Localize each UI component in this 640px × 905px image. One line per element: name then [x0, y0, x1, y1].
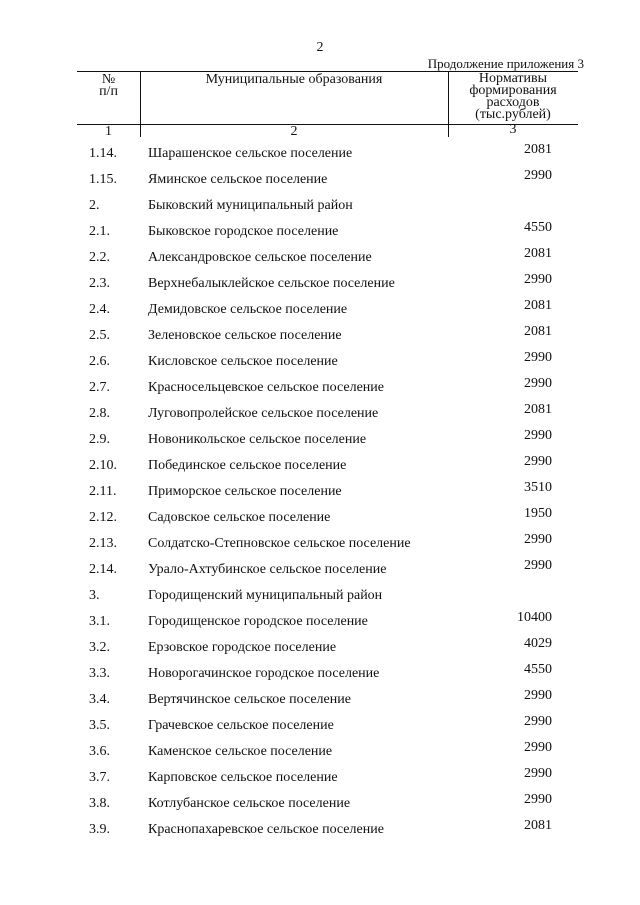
row-value: 2081 — [524, 324, 552, 339]
row-number: 3.6. — [89, 744, 110, 759]
row-number: 2.6. — [89, 354, 110, 369]
table-row — [0, 688, 640, 712]
row-name: Быковский муниципальный район — [148, 198, 353, 213]
row-number: 1.15. — [89, 172, 117, 187]
table-row — [0, 714, 640, 738]
row-name: Садовское сельское поселение — [148, 510, 331, 525]
row-number: 2.13. — [89, 536, 117, 551]
row-value: 2081 — [524, 818, 552, 833]
row-name: Городищенское городское поселение — [148, 614, 368, 629]
row-name: Побединское сельское поселение — [148, 458, 347, 473]
table-row — [0, 142, 640, 166]
row-value: 2081 — [524, 142, 552, 157]
row-name: Луговопролейское сельское поселение — [148, 406, 379, 421]
row-name: Демидовское сельское поселение — [148, 302, 348, 317]
table-row — [0, 350, 640, 374]
header-col-norm-line-3: расходов — [486, 95, 540, 110]
header-col-norm-line-2: формирования — [469, 83, 557, 98]
table-row — [0, 506, 640, 530]
row-value: 4550 — [524, 662, 552, 677]
row-value: 4550 — [524, 220, 552, 235]
row-name: Краснопахаревское сельское поселение — [148, 822, 384, 837]
row-number: 3.8. — [89, 796, 110, 811]
row-number: 2.7. — [89, 380, 110, 395]
table-row — [0, 428, 640, 452]
row-number: 2.11. — [89, 484, 117, 499]
table-row — [0, 402, 640, 426]
row-value: 4029 — [524, 636, 552, 651]
page-number: 2 — [316, 40, 324, 55]
row-name: Котлубанское сельское поселение — [148, 796, 351, 811]
row-number: 2.4. — [89, 302, 110, 317]
row-number: 2.14. — [89, 562, 117, 577]
row-name: Урало-Ахтубинское сельское поселение — [148, 562, 387, 577]
table-row — [0, 636, 640, 660]
row-number: 2.9. — [89, 432, 110, 447]
table-row — [0, 298, 640, 322]
row-name: Городищенский муниципальный район — [148, 588, 383, 603]
header-index-2: 2 — [290, 124, 298, 139]
row-value: 2990 — [524, 688, 552, 703]
row-value: 2990 — [524, 714, 552, 729]
row-name: Верхнебалыклейское сельское поселение — [148, 276, 395, 291]
row-value: 2990 — [524, 350, 552, 365]
header-index-1: 1 — [105, 124, 112, 139]
row-number: 1.14. — [89, 146, 117, 161]
row-value: 2990 — [524, 792, 552, 807]
header-col-name: Муниципальные образования — [205, 72, 383, 87]
row-value: 2990 — [524, 168, 552, 183]
continuation-note: Продолжение приложения 3 — [427, 56, 584, 71]
row-name: Яминское сельское поселение — [148, 172, 328, 187]
table-row — [0, 792, 640, 816]
row-value: 2990 — [524, 558, 552, 573]
row-value: 2081 — [524, 246, 552, 261]
row-name: Кисловское сельское поселение — [148, 354, 338, 369]
row-name: Зеленовское сельское поселение — [148, 328, 342, 343]
row-number: 2.1. — [89, 224, 110, 239]
row-name: Ерзовское городское поселение — [148, 640, 337, 655]
header-col-number — [77, 74, 140, 98]
row-number: 3.5. — [89, 718, 110, 733]
row-value: 3510 — [524, 480, 552, 495]
row-value: 10400 — [517, 610, 552, 625]
table-row — [0, 480, 640, 504]
row-name: Новорогачинское городское поселение — [148, 666, 380, 681]
table-row — [0, 588, 640, 608]
table-row — [0, 246, 640, 270]
row-number: 3.3. — [89, 666, 110, 681]
row-name: Быковское городское поселение — [148, 224, 339, 239]
row-number: 3.9. — [89, 822, 110, 837]
row-number: 2.5. — [89, 328, 110, 343]
row-name: Солдатско-Степновское сельское поселение — [148, 536, 411, 551]
row-number: 3.1. — [89, 614, 110, 629]
row-number: 2. — [89, 198, 100, 213]
table-row — [0, 220, 640, 244]
row-name: Каменское сельское поселение — [148, 744, 333, 759]
header-index-3: 3 — [509, 122, 517, 137]
header-col-norm — [448, 73, 578, 121]
table-row — [0, 610, 640, 634]
row-name: Грачевское сельское поселение — [148, 718, 334, 733]
row-value: 2990 — [524, 532, 552, 547]
row-value: 2081 — [524, 298, 552, 313]
row-value: 2990 — [524, 740, 552, 755]
table-row — [0, 558, 640, 582]
row-value: 1950 — [524, 506, 552, 521]
table-row — [0, 198, 640, 218]
row-number: 2.2. — [89, 250, 110, 265]
row-value: 2990 — [524, 766, 552, 781]
row-name: Шарашенское сельское поселение — [148, 146, 353, 161]
row-number: 2.12. — [89, 510, 117, 525]
header-col-norm-line-1: Нормативы — [478, 71, 548, 86]
row-value: 2081 — [524, 402, 552, 417]
row-value: 2990 — [524, 428, 552, 443]
table-row — [0, 740, 640, 764]
row-number: 3.7. — [89, 770, 110, 785]
row-number: 2.10. — [89, 458, 117, 473]
row-number: 2.8. — [89, 406, 110, 421]
row-name: Карповское сельское поселение — [148, 770, 338, 785]
header-col-number-line-1: № — [101, 72, 116, 87]
row-value: 2990 — [524, 454, 552, 469]
table-row — [0, 272, 640, 296]
row-name: Новоникольское сельское поселение — [148, 432, 367, 447]
row-value: 2990 — [524, 376, 552, 391]
row-name: Приморское сельское поселение — [148, 484, 342, 499]
table-row — [0, 662, 640, 686]
row-number: 2.3. — [89, 276, 110, 291]
row-number: 3.4. — [89, 692, 110, 707]
row-name: Александровское сельское поселение — [148, 250, 372, 265]
header-col-number-line-2: п/п — [99, 84, 118, 99]
table-row — [0, 168, 640, 192]
table-row — [0, 454, 640, 478]
row-number: 3. — [89, 588, 100, 603]
row-value: 2990 — [524, 272, 552, 287]
table-row — [0, 766, 640, 790]
header-col-norm-line-4: (тыс.рублей) — [475, 107, 551, 122]
table-row — [0, 324, 640, 348]
table-header — [77, 71, 578, 137]
table-row — [0, 532, 640, 556]
row-number: 3.2. — [89, 640, 110, 655]
row-name: Вертячинское сельское поселение — [148, 692, 351, 707]
table-row — [0, 818, 640, 842]
row-name: Красносельцевское сельское поселение — [148, 380, 384, 395]
table-row — [0, 376, 640, 400]
